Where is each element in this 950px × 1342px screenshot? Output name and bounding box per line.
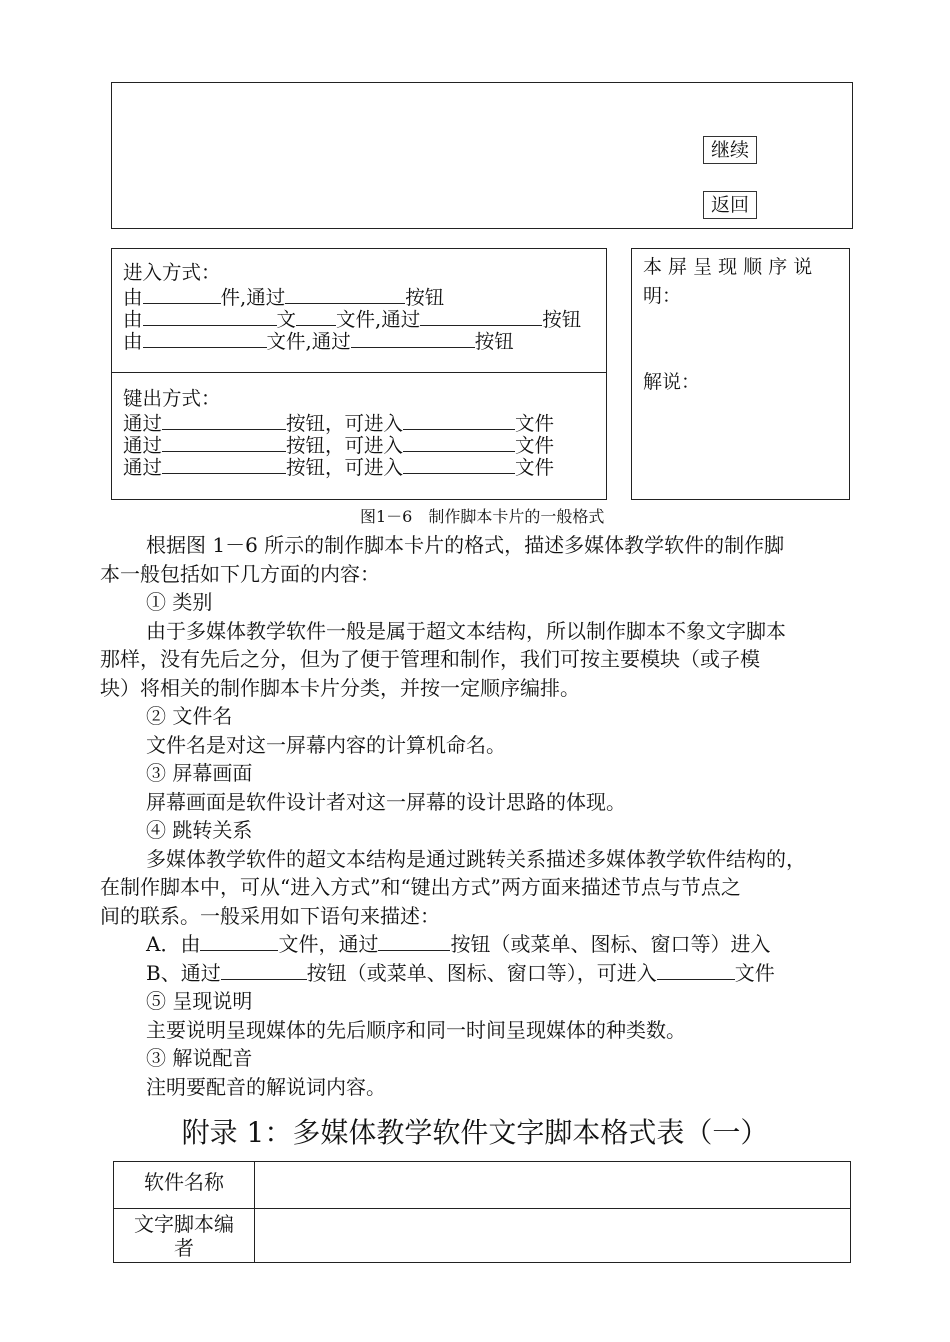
entry-line-3-c: 按钮 xyxy=(474,330,514,353)
entry-line-3 xyxy=(123,328,514,353)
section-heading: ② 文件名 xyxy=(146,704,233,728)
exit-line-c: 文件 xyxy=(515,456,555,479)
blank xyxy=(221,959,307,980)
table-label-script-author-line1: 文字脚本编 xyxy=(134,1212,234,1236)
exit-line-3 xyxy=(123,454,554,479)
entry-heading: 进入方式： xyxy=(123,261,221,284)
table-label-software-name: 软件名称 xyxy=(114,1162,255,1209)
presentation-order-label-2: 明： xyxy=(643,285,682,307)
blank xyxy=(403,410,515,430)
script-author-field[interactable] xyxy=(255,1209,851,1263)
entry-line-1-a: 由 xyxy=(123,286,143,309)
table-row xyxy=(114,1162,851,1209)
presentation-order-label-1: 本 屏 呈 现 顺 序 说 xyxy=(643,256,813,278)
paragraph-line: 屏幕画面是软件设计者对这一屏幕的设计思路的体现。 xyxy=(146,789,626,814)
figure-caption: 图1－6 制作脚本卡片的一般格式 xyxy=(360,507,605,526)
paragraph-line: 块）将相关的制作脚本卡片分类，并按一定顺序编排。 xyxy=(100,675,580,700)
entry-line-3-a: 由 xyxy=(123,330,143,353)
section-heading: ① 类别 xyxy=(146,590,213,614)
narration-label: 解说： xyxy=(643,371,701,393)
exit-line-a: 通过 xyxy=(123,412,163,435)
table-label-script-author-line2: 者 xyxy=(174,1236,194,1260)
section-heading: ④ 跳转关系 xyxy=(146,818,253,842)
blank xyxy=(403,432,515,452)
entry-line-3-b: 文件,通过 xyxy=(266,330,351,353)
statement-b-2: 按钮（或菜单、图标、窗口等），可进入 xyxy=(306,960,657,985)
exit-line-b: 按钮，可进入 xyxy=(286,412,404,435)
back-button[interactable]: 返回 xyxy=(703,191,757,219)
statement-a-2: 文件，通过 xyxy=(278,932,379,956)
blank xyxy=(162,410,286,430)
exit-line-a: 通过 xyxy=(123,456,163,479)
blank xyxy=(162,432,286,452)
blank xyxy=(200,930,278,951)
exit-line-b: 按钮，可进入 xyxy=(286,434,404,457)
blank xyxy=(351,328,475,348)
entry-line-2-c: 文件,通过 xyxy=(336,308,421,331)
paragraph-line: 本一般包括如下几方面的内容： xyxy=(100,561,380,586)
exit-line-a: 通过 xyxy=(123,434,163,457)
entry-line-1-c: 按钮 xyxy=(405,286,445,309)
software-name-field[interactable] xyxy=(255,1162,851,1209)
statement-b xyxy=(100,959,860,988)
blank xyxy=(378,930,450,951)
blank xyxy=(420,306,542,326)
entry-line-1-b: 件,通过 xyxy=(220,286,286,309)
blank xyxy=(285,284,405,304)
table-row xyxy=(114,1209,851,1263)
blank xyxy=(143,306,277,326)
continue-button[interactable]: 继续 xyxy=(703,136,757,164)
section-heading: ③ 屏幕画面 xyxy=(146,761,253,785)
statement-a-3: 按钮（或菜单、图标、窗口等）进入 xyxy=(450,932,771,956)
paragraph-line: 那样，没有先后之分，但为了便于管理和制作，我们可按主要模块（或子模 xyxy=(100,647,760,671)
paragraph-line: 在制作脚本中，可从“进入方式”和“键出方式”两方面来描述节点与节点之 xyxy=(100,875,741,899)
exit-line-c: 文件 xyxy=(515,434,555,457)
paragraph-line: 主要说明呈现媒体的先后顺序和同一时间呈现媒体的种类数。 xyxy=(146,1017,686,1042)
paragraph-line: 多媒体教学软件的超文本结构是通过跳转关系描述多媒体教学软件结构的， xyxy=(146,846,806,871)
blank xyxy=(143,284,221,304)
paragraph-line: 文件名是对这一屏幕内容的计算机命名。 xyxy=(146,732,506,757)
blank xyxy=(403,454,515,474)
jump-relation-divider xyxy=(111,372,607,373)
statement-a xyxy=(100,930,860,959)
body-text xyxy=(100,531,860,1101)
blank xyxy=(296,306,336,326)
appendix-title: 附录 1：多媒体教学软件文字脚本格式表（一） xyxy=(181,1116,769,1149)
blank xyxy=(657,959,735,980)
paragraph-line: 注明要配音的解说词内容。 xyxy=(146,1074,386,1099)
script-form-table xyxy=(113,1161,851,1263)
entry-line-2-a: 由 xyxy=(123,308,143,331)
entry-line-2-b: 文 xyxy=(276,308,297,331)
exit-heading: 键出方式： xyxy=(123,387,221,410)
exit-line-c: 文件 xyxy=(515,412,555,435)
blank xyxy=(162,454,286,474)
paragraph-line: 间的联系。一般采用如下语句来描述： xyxy=(100,903,440,928)
paragraph-line: 由于多媒体教学软件一般是属于超文本结构，所以制作脚本不象文字脚本 xyxy=(146,618,786,643)
statement-b-1: B、通过 xyxy=(146,960,221,985)
entry-line-2-d: 按钮 xyxy=(542,308,582,331)
blank xyxy=(143,328,267,348)
statement-a-1: A．由 xyxy=(146,932,201,956)
table-label-script-author xyxy=(114,1209,255,1263)
section-heading: ⑤ 呈现说明 xyxy=(146,989,253,1013)
exit-line-b: 按钮，可进入 xyxy=(286,456,404,479)
statement-b-3: 文件 xyxy=(734,960,775,985)
paragraph-line: 根据图 1－6 所示的制作脚本卡片的格式，描述多媒体教学软件的制作脚 xyxy=(146,533,785,557)
section-heading: ③ 解说配音 xyxy=(146,1046,253,1070)
